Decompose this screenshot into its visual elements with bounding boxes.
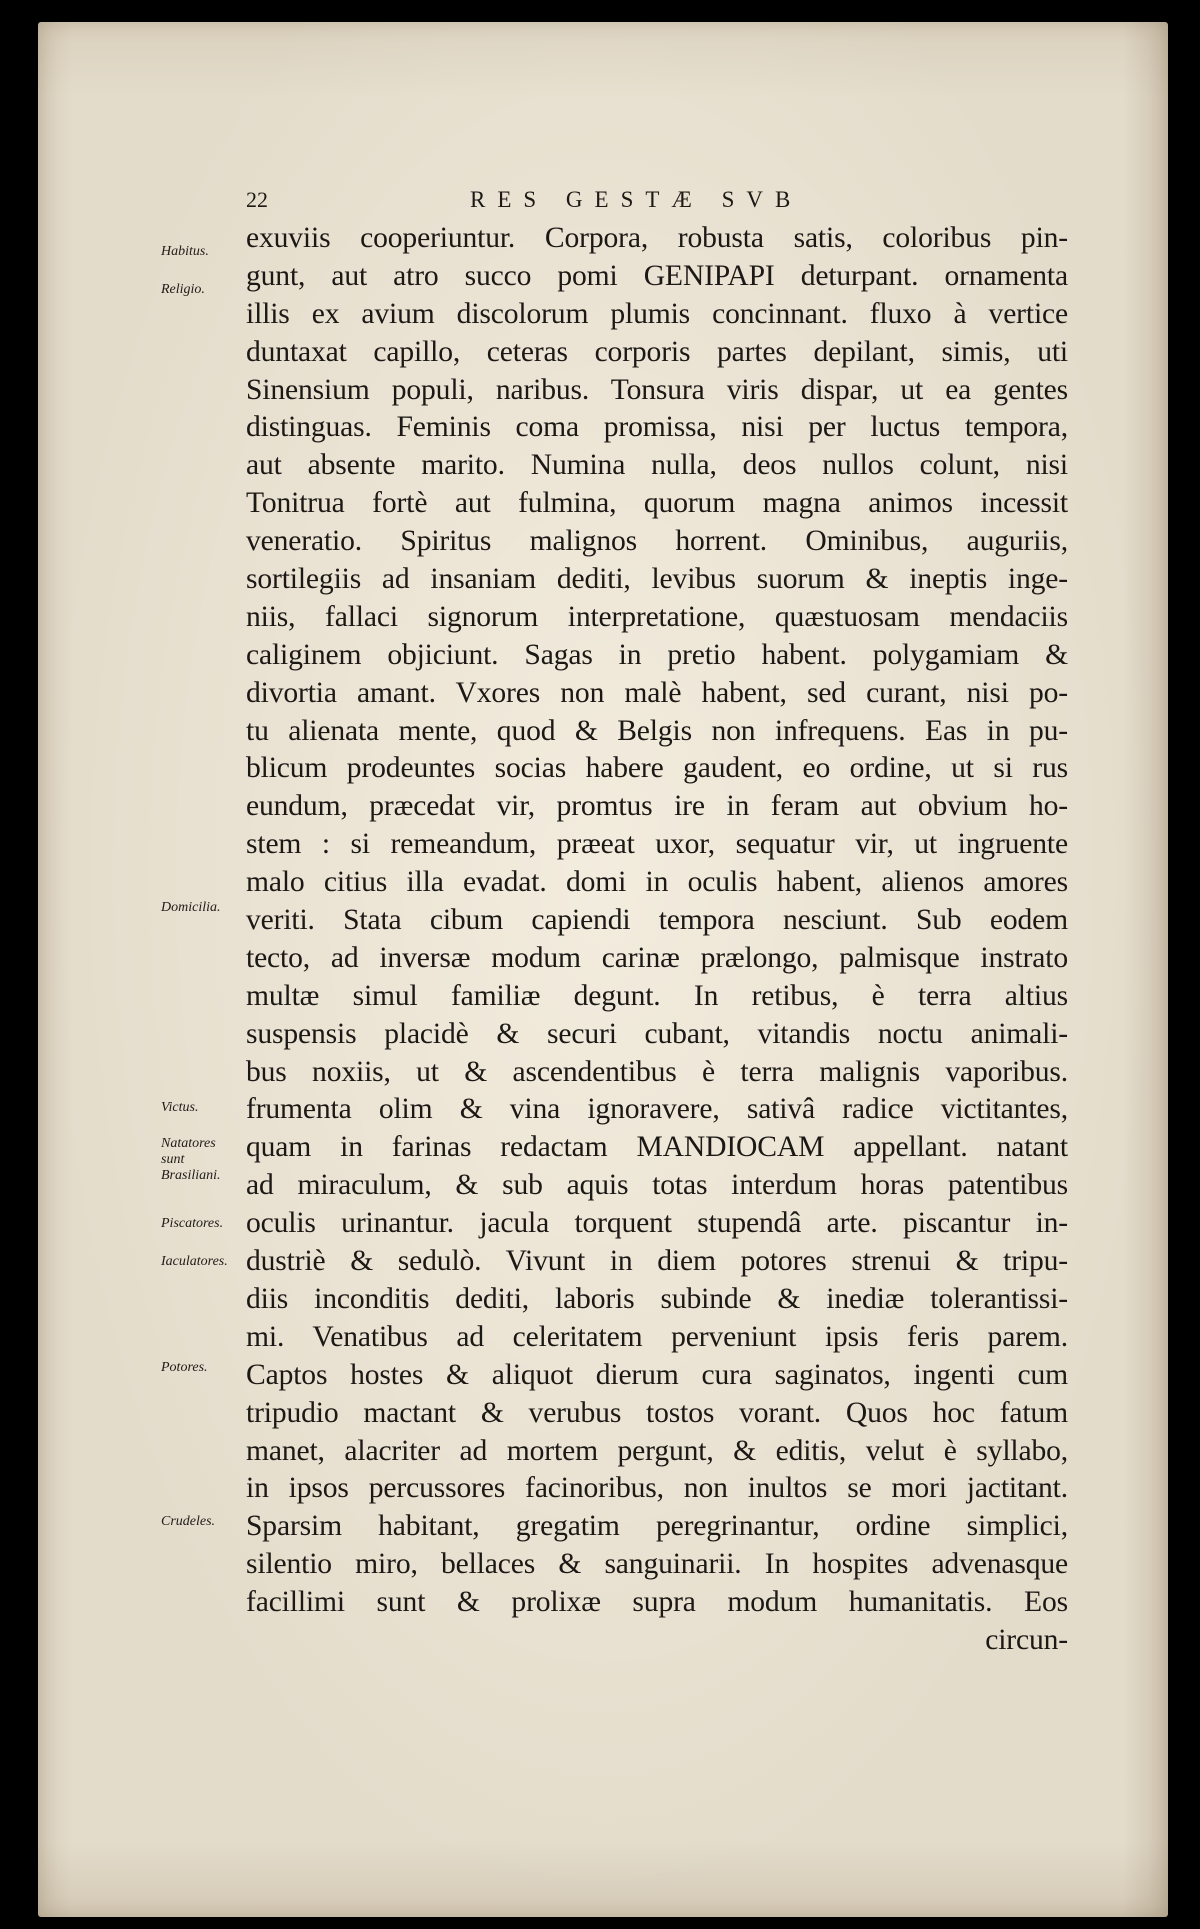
text-line: facillimi sunt & prolixæ supra modum humanitatis. Eos bbox=[246, 1586, 1068, 1619]
text-line: diis inconditis dediti, laboris subinde & inediæ tolerantissi- bbox=[246, 1282, 1068, 1315]
text-line: multæ simul familiæ degunt. In retibus, è terra altius bbox=[246, 979, 1068, 1012]
margin-note-victus: Victus. bbox=[161, 1100, 199, 1115]
text-line: quam in farinas redactam MANDIOCAM appellant. natant bbox=[246, 1131, 1068, 1164]
text-line: duntaxat capillo, ceteras corporis partes depilant, simis, uti bbox=[246, 335, 1068, 368]
text-line: distinguas. Feminis coma promissa, nisi per luctus tempora, bbox=[246, 411, 1068, 444]
running-title: RES GESTÆ SVB bbox=[470, 187, 803, 212]
text-line: illis ex avium discolorum plumis concinnant. fluxo à vertice bbox=[246, 297, 1068, 330]
text-line: mi. Venatibus ad celeritatem perveniunt ipsis feris parem. bbox=[246, 1320, 1068, 1353]
text-line: manet, alacriter ad mortem pergunt, & editis, velut è syllabo, bbox=[246, 1434, 1068, 1467]
margin-note-crudeles: Crudeles. bbox=[161, 1514, 216, 1529]
margin-note-potores: Potores. bbox=[161, 1360, 208, 1375]
text-line: blicum prodeuntes socias habere gaudent, eo ordine, ut si rus bbox=[246, 752, 1068, 785]
margin-note-piscatores: Piscatores. bbox=[161, 1216, 224, 1231]
margin-notes bbox=[0, 0, 240, 1929]
text-line: tecto, ad inversæ modum carinæ prælongo, palmisque instrato bbox=[246, 941, 1068, 974]
text-line: circun- bbox=[985, 1623, 1068, 1656]
page-number: 22 bbox=[246, 187, 268, 212]
body-text bbox=[246, 220, 1068, 1660]
text-line: in ipsos percussores facinoribus, non inultos se mori jactitant. bbox=[246, 1472, 1068, 1505]
text-line: Captos hostes & aliquot dierum cura saginatos, ingenti cum bbox=[246, 1358, 1068, 1391]
margin-note-natatores: Natatores sunt Brasiliani. bbox=[161, 1136, 221, 1183]
text-line: divortia amant. Vxores non malè habent, sed curant, nisi po- bbox=[246, 676, 1068, 709]
text-line: frumenta olim & vina ignoravere, sativâ radice victitantes, bbox=[246, 1093, 1068, 1126]
margin-note-iaculatores: Iaculatores. bbox=[161, 1254, 228, 1269]
text-line: veriti. Stata cibum capiendi tempora nesciunt. Sub eodem bbox=[246, 904, 1068, 937]
text-line: exuviis cooperiuntur. Corpora, robusta satis, coloribus pin- bbox=[246, 222, 1068, 254]
text-line: niis, fallaci signorum interpretatione, quæstuosam mendaciis bbox=[246, 600, 1068, 633]
text-line: sortilegiis ad insaniam dediti, levibus suorum & ineptis inge- bbox=[246, 563, 1068, 596]
text-line: tripudio mactant & verubus tostos vorant. Quos hoc fatum bbox=[246, 1396, 1068, 1429]
text-line: dustriè & sedulò. Vivunt in diem potores strenui & tripu- bbox=[246, 1245, 1068, 1278]
text-line: veneratio. Spiritus malignos horrent. Ominibus, auguriis, bbox=[246, 525, 1068, 558]
text-line: Sinensium populi, naribus. Tonsura viris dispar, ut ea gentes bbox=[246, 373, 1068, 406]
text-line: gunt, aut atro succo pomi GENIPAPI deturpant. ornamenta bbox=[246, 259, 1068, 292]
text-line: Tonitrua fortè aut fulmina, quorum magna animos incessit bbox=[246, 487, 1068, 520]
text-line: oculis urinantur. jacula torquent stupendâ arte. piscantur in- bbox=[246, 1207, 1068, 1240]
text-line: silentio miro, bellaces & sanguinarii. In hospites advenasque bbox=[246, 1548, 1068, 1581]
text-line: stem : si remeandum, præeat uxor, sequatur vir, ut ingruente bbox=[246, 828, 1068, 861]
margin-note-habitus: Habitus. bbox=[161, 244, 209, 259]
text-line: eundum, præcedat vir, promtus ire in feram aut obvium ho- bbox=[246, 790, 1068, 823]
text-line: tu alienata mente, quod & Belgis non infrequens. Eas in pu- bbox=[246, 714, 1068, 747]
text-line: aut absente marito. Numina nulla, deos nullos colunt, nisi bbox=[246, 449, 1068, 482]
text-line: caliginem objiciunt. Sagas in pretio habent. polygamiam & bbox=[246, 638, 1068, 671]
text-line: Sparsim habitant, gregatim peregrinantur, ordine simplici, bbox=[246, 1510, 1068, 1543]
text-line: suspensis placidè & securi cubant, vitandis noctu animali- bbox=[246, 1017, 1068, 1050]
text-line: malo citius illa evadat. domi in oculis habent, alienos amores bbox=[246, 866, 1068, 899]
margin-note-religio: Religio. bbox=[161, 282, 205, 297]
text-line: bus noxiis, ut & ascendentibus è terra malignis vaporibus. bbox=[246, 1055, 1068, 1088]
margin-note-domicilia: Domicilia. bbox=[161, 900, 221, 915]
text-line: ad miraculum, & sub aquis totas interdum horas patentibus bbox=[246, 1169, 1068, 1202]
